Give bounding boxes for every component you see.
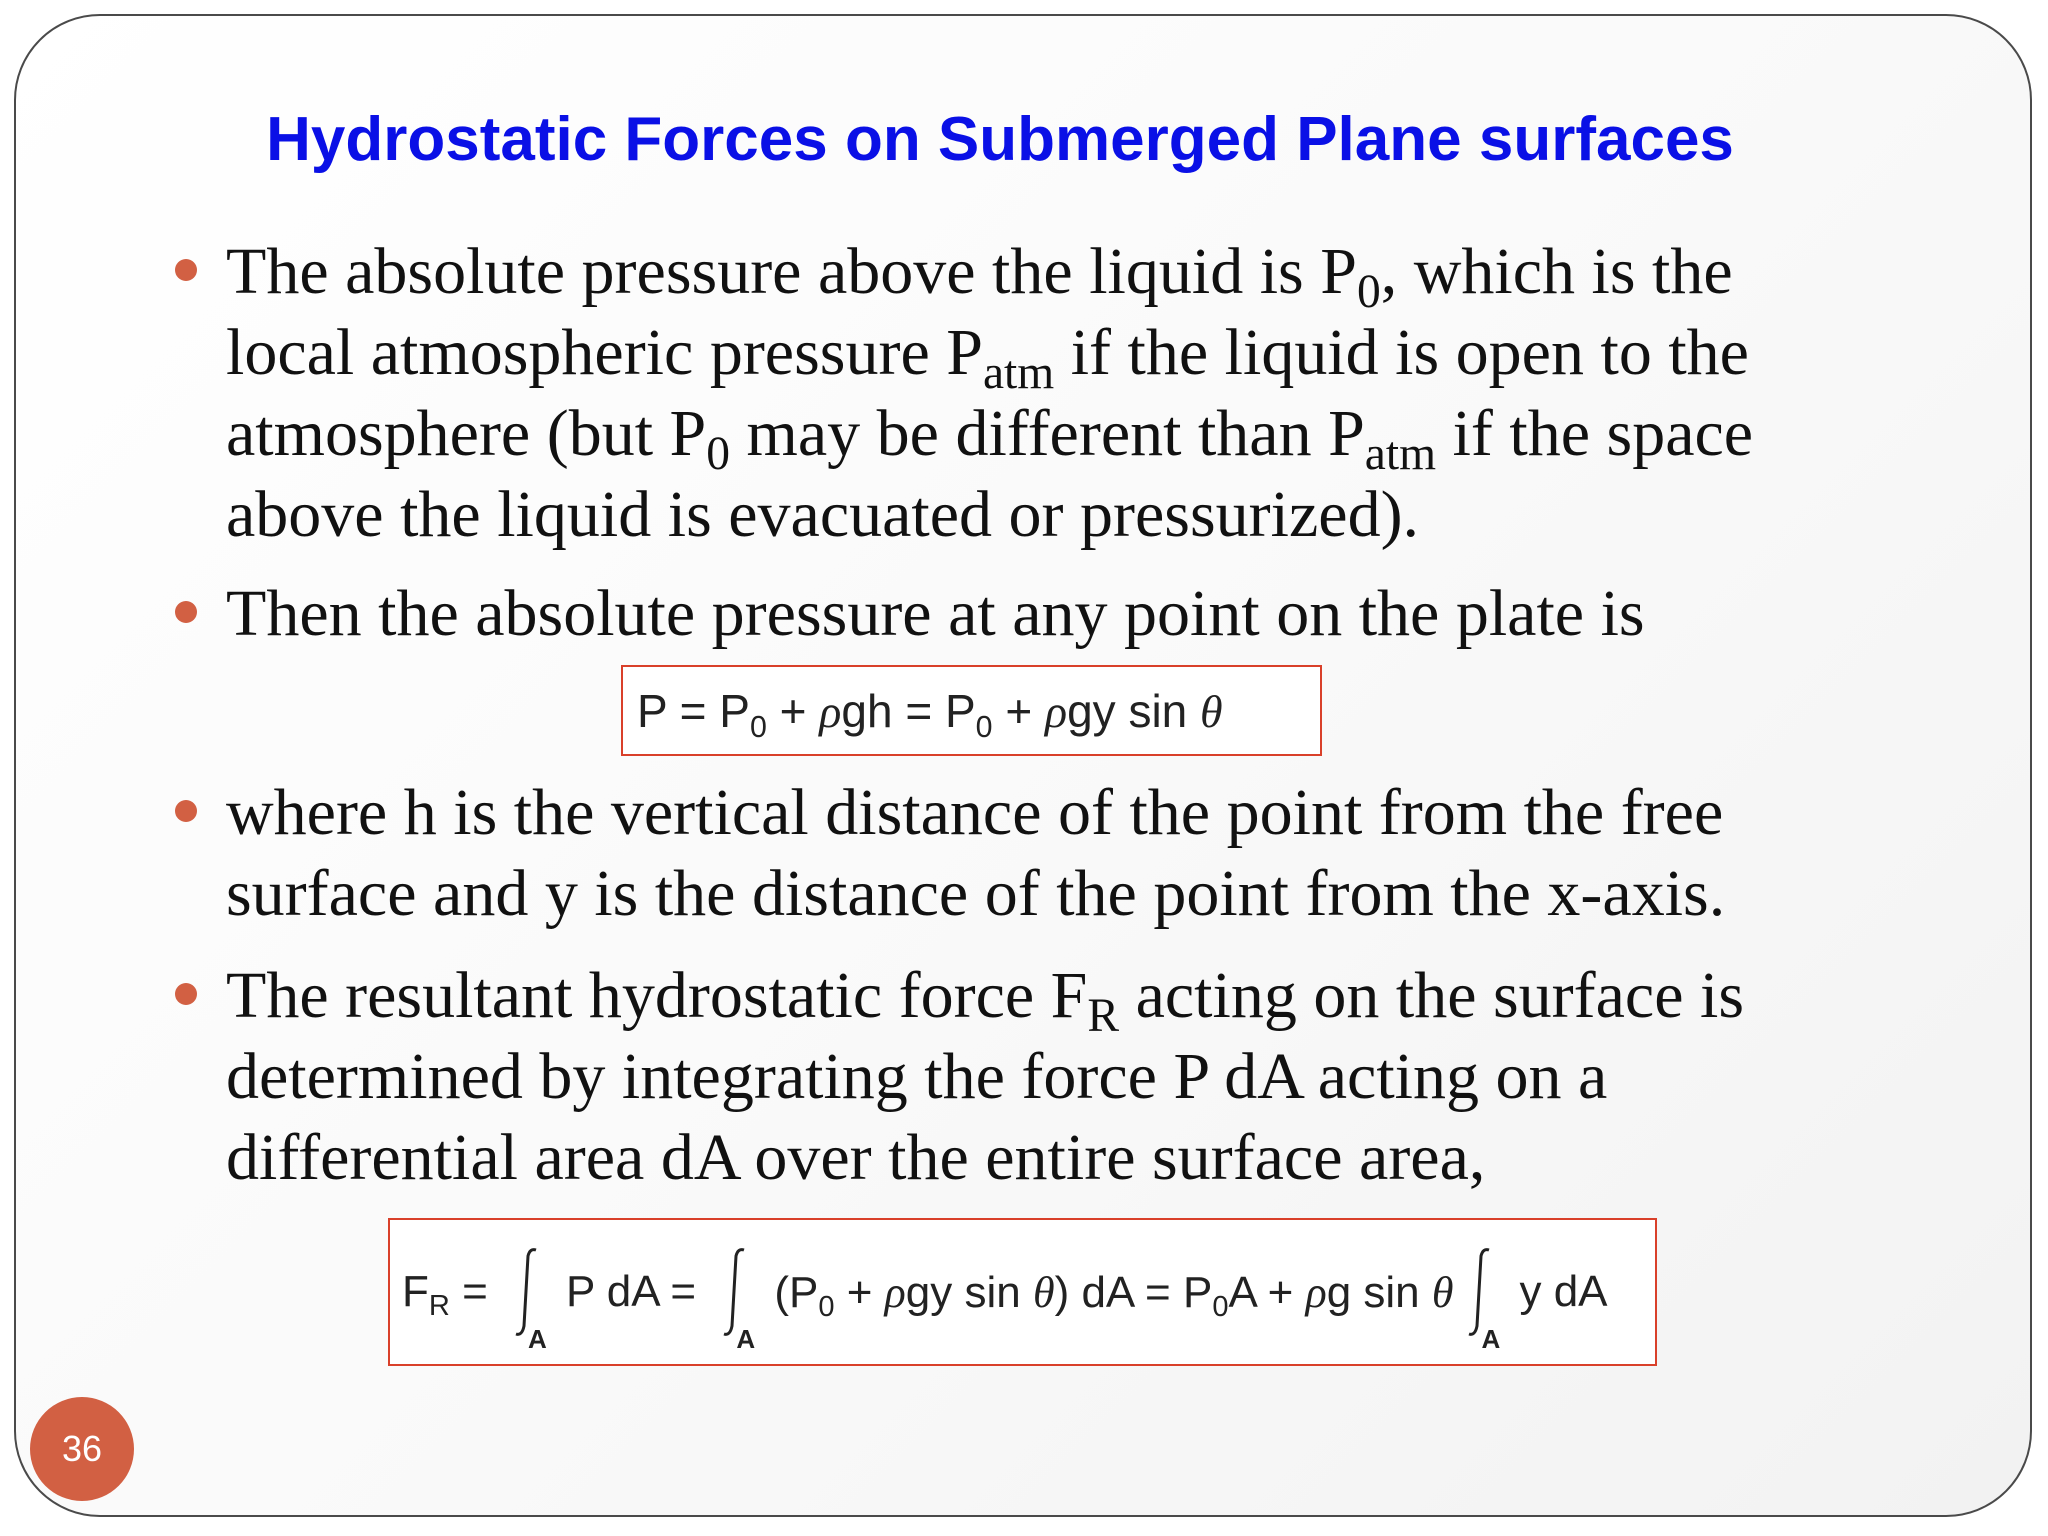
bullet-dot xyxy=(175,983,197,1005)
eq-fr-symbol: $F_R$ xyxy=(402,1267,450,1323)
integral-sign-icon: A xyxy=(1459,1242,1511,1342)
bullet-resultant-force: The resultant hydrostatic force $F_R$ acting on the surface is determined by integrating the force P dA acting on a differential area dA over the entire surface area, xyxy=(226,955,1846,1198)
integral-sign-icon: A xyxy=(506,1242,558,1342)
bullet-absolute-pressure-plate: Then the absolute pressure at any point on the plate is xyxy=(226,573,1846,654)
slide-title: Hydrostatic Forces on Submerged Plane surfaces xyxy=(266,105,1734,174)
bullet-definitions-h-y: where h is the vertical distance of the point from the free surface and y is the distance of the point from the x-axis. xyxy=(226,772,1846,934)
page-number-badge: 36 xyxy=(30,1397,134,1501)
bullet-dot xyxy=(175,800,197,822)
pressure-equation: $P = P_0 + \rho gh = P_0 + \rho gy$ sin θ xyxy=(621,665,1322,756)
integral-sign-icon: A xyxy=(714,1242,766,1342)
bullet-dot xyxy=(175,259,197,281)
resultant-force-equation: $F_R$ = A P dA = A ($P_0 + \rho gy$ sin θ) dA = $P_0A + \rho g$ sin θ A y dA xyxy=(388,1218,1657,1366)
bullet-absolute-pressure: The absolute pressure above the liquid is $P_0$, which is the local atmospheric pressure $P_{atm}$ if the liquid is open to the atmosphere (but $P_0$ may be different than $P_{atm}$ if the space above the liquid is evacuated or pressurized). xyxy=(226,231,1846,555)
eq-integrand: ($P_0 + \rho gy$ sin θ) dA = $P_0A + \rho g$ sin θ xyxy=(774,1267,1454,1323)
bullet-dot xyxy=(175,601,197,623)
